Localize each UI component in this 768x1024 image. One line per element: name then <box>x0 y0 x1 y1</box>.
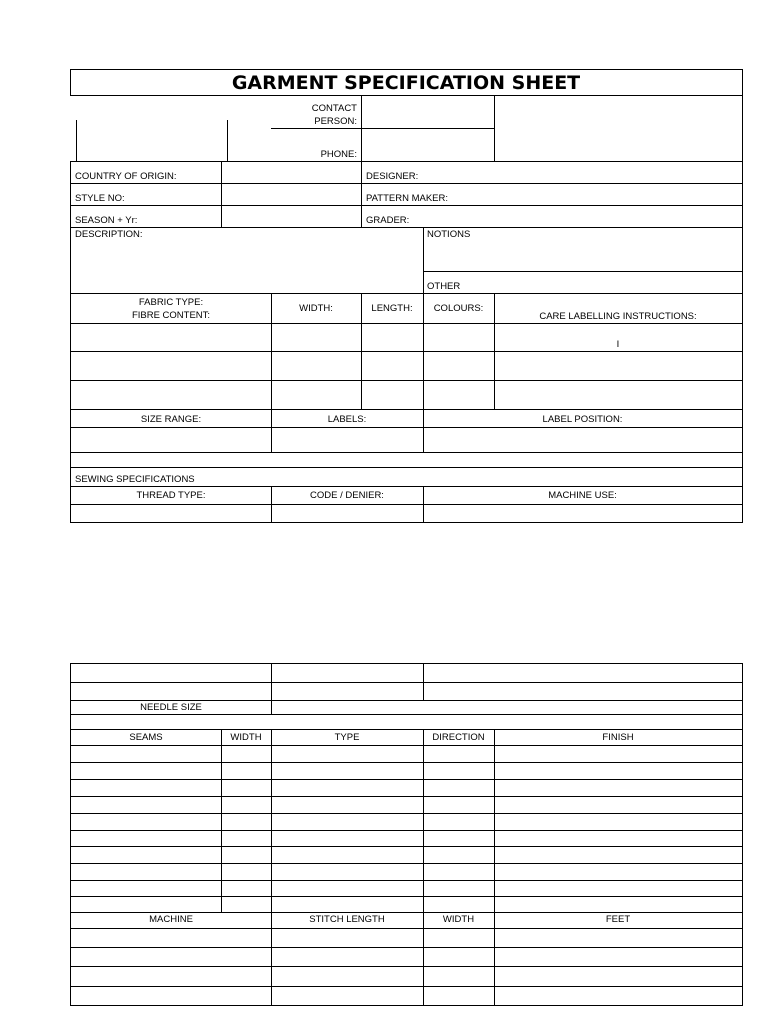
phone-label: PHONE: <box>320 149 357 160</box>
stitch-length-header: STITCH LENGTH <box>309 914 385 925</box>
style-no-field[interactable] <box>222 184 361 205</box>
divider <box>70 745 743 746</box>
width-header: WIDTH <box>230 732 262 743</box>
divider <box>221 729 222 913</box>
divider <box>70 682 743 683</box>
divider <box>70 227 743 228</box>
season-yr-label: SEASON + Yr: <box>75 215 138 226</box>
width-header-2: WIDTH <box>442 914 475 925</box>
divider <box>70 813 743 814</box>
finish-header: FINISH <box>602 732 634 743</box>
divider <box>70 452 743 453</box>
divider <box>70 205 743 206</box>
care-labelling-label: CARE LABELLING INSTRUCTIONS: <box>539 311 697 322</box>
notions-field[interactable] <box>424 241 742 271</box>
divider <box>494 729 495 1006</box>
style-no-label: STYLE NO: <box>75 193 125 204</box>
divider <box>227 120 228 162</box>
country-of-origin-label: COUNTRY OF ORIGIN: <box>75 171 177 182</box>
grader-label: GRADER: <box>366 215 410 226</box>
divider <box>70 796 743 797</box>
border-left <box>70 161 71 523</box>
phone-field[interactable] <box>362 129 494 161</box>
fibre-content-label: FIBRE CONTENT: <box>131 310 211 321</box>
needle-size-label: NEEDLE SIZE <box>140 702 202 713</box>
border-top <box>70 69 743 70</box>
season-yr-field[interactable] <box>222 206 361 227</box>
divider <box>271 729 272 1006</box>
seams-header: SEAMS <box>129 732 163 743</box>
divider <box>70 380 743 381</box>
divider <box>271 700 272 715</box>
fabric-type-label: FABRIC TYPE: <box>138 297 204 308</box>
divider <box>70 830 743 831</box>
divider <box>70 427 743 428</box>
divider <box>423 663 424 701</box>
width-label: WIDTH: <box>299 303 333 314</box>
divider <box>423 729 424 1006</box>
divider <box>70 779 743 780</box>
direction-header: DIRECTION <box>432 732 485 743</box>
divider <box>70 729 743 730</box>
logo-field[interactable] <box>77 121 227 161</box>
description-field[interactable] <box>71 241 423 293</box>
divider <box>70 846 743 847</box>
border-right <box>742 663 743 1006</box>
divider <box>70 880 743 881</box>
divider <box>70 183 743 184</box>
divider <box>70 467 743 468</box>
border-bottom <box>70 522 743 523</box>
length-label: LENGTH: <box>371 303 413 314</box>
border-right <box>742 69 743 523</box>
divider <box>70 486 743 487</box>
border-bottom <box>70 1005 743 1006</box>
machine-header: MACHINE <box>149 914 193 925</box>
divider <box>70 986 743 987</box>
divider <box>423 271 743 272</box>
company-field[interactable] <box>495 96 742 161</box>
divider <box>70 161 743 162</box>
sewing-specifications-heading: SEWING SPECIFICATIONS <box>75 474 195 485</box>
other-label: OTHER <box>427 281 461 292</box>
divider <box>70 947 743 948</box>
divider <box>70 293 743 294</box>
machine-use-label: MACHINE USE: <box>548 490 617 501</box>
labels-label: LABELS: <box>327 414 367 425</box>
border-left <box>70 663 71 1006</box>
divider <box>70 504 743 505</box>
label-position-label: LABEL POSITION: <box>542 414 623 425</box>
colours-label: COLOURS: <box>433 303 484 314</box>
contact-person-label: CONTACT PERSON: <box>311 103 357 127</box>
size-range-label: SIZE RANGE: <box>140 414 202 425</box>
divider <box>70 896 743 897</box>
pattern-maker-label: PATTERN MAKER: <box>366 193 448 204</box>
divider <box>70 863 743 864</box>
divider <box>70 966 743 967</box>
divider <box>70 351 743 352</box>
page-title: GARMENT SPECIFICATION SHEET <box>231 72 581 94</box>
divider <box>70 714 743 715</box>
notions-label: NOTIONS <box>427 229 471 240</box>
border-left <box>70 69 71 96</box>
divider <box>70 762 743 763</box>
type-header: TYPE <box>334 732 360 743</box>
designer-label: DESIGNER: <box>366 171 419 182</box>
thread-type-label: THREAD TYPE: <box>136 490 206 501</box>
feet-header: FEET <box>605 914 631 925</box>
country-of-origin-field[interactable] <box>222 162 361 183</box>
description-label: DESCRIPTION: <box>75 229 143 240</box>
divider <box>70 409 743 410</box>
divider <box>271 663 272 701</box>
contact-person-field[interactable] <box>362 96 494 128</box>
divider <box>361 161 362 228</box>
care-value: I <box>616 339 620 350</box>
divider <box>70 323 743 324</box>
divider <box>70 928 743 929</box>
code-denier-label: CODE / DENIER: <box>310 490 384 501</box>
border-top <box>70 663 743 664</box>
